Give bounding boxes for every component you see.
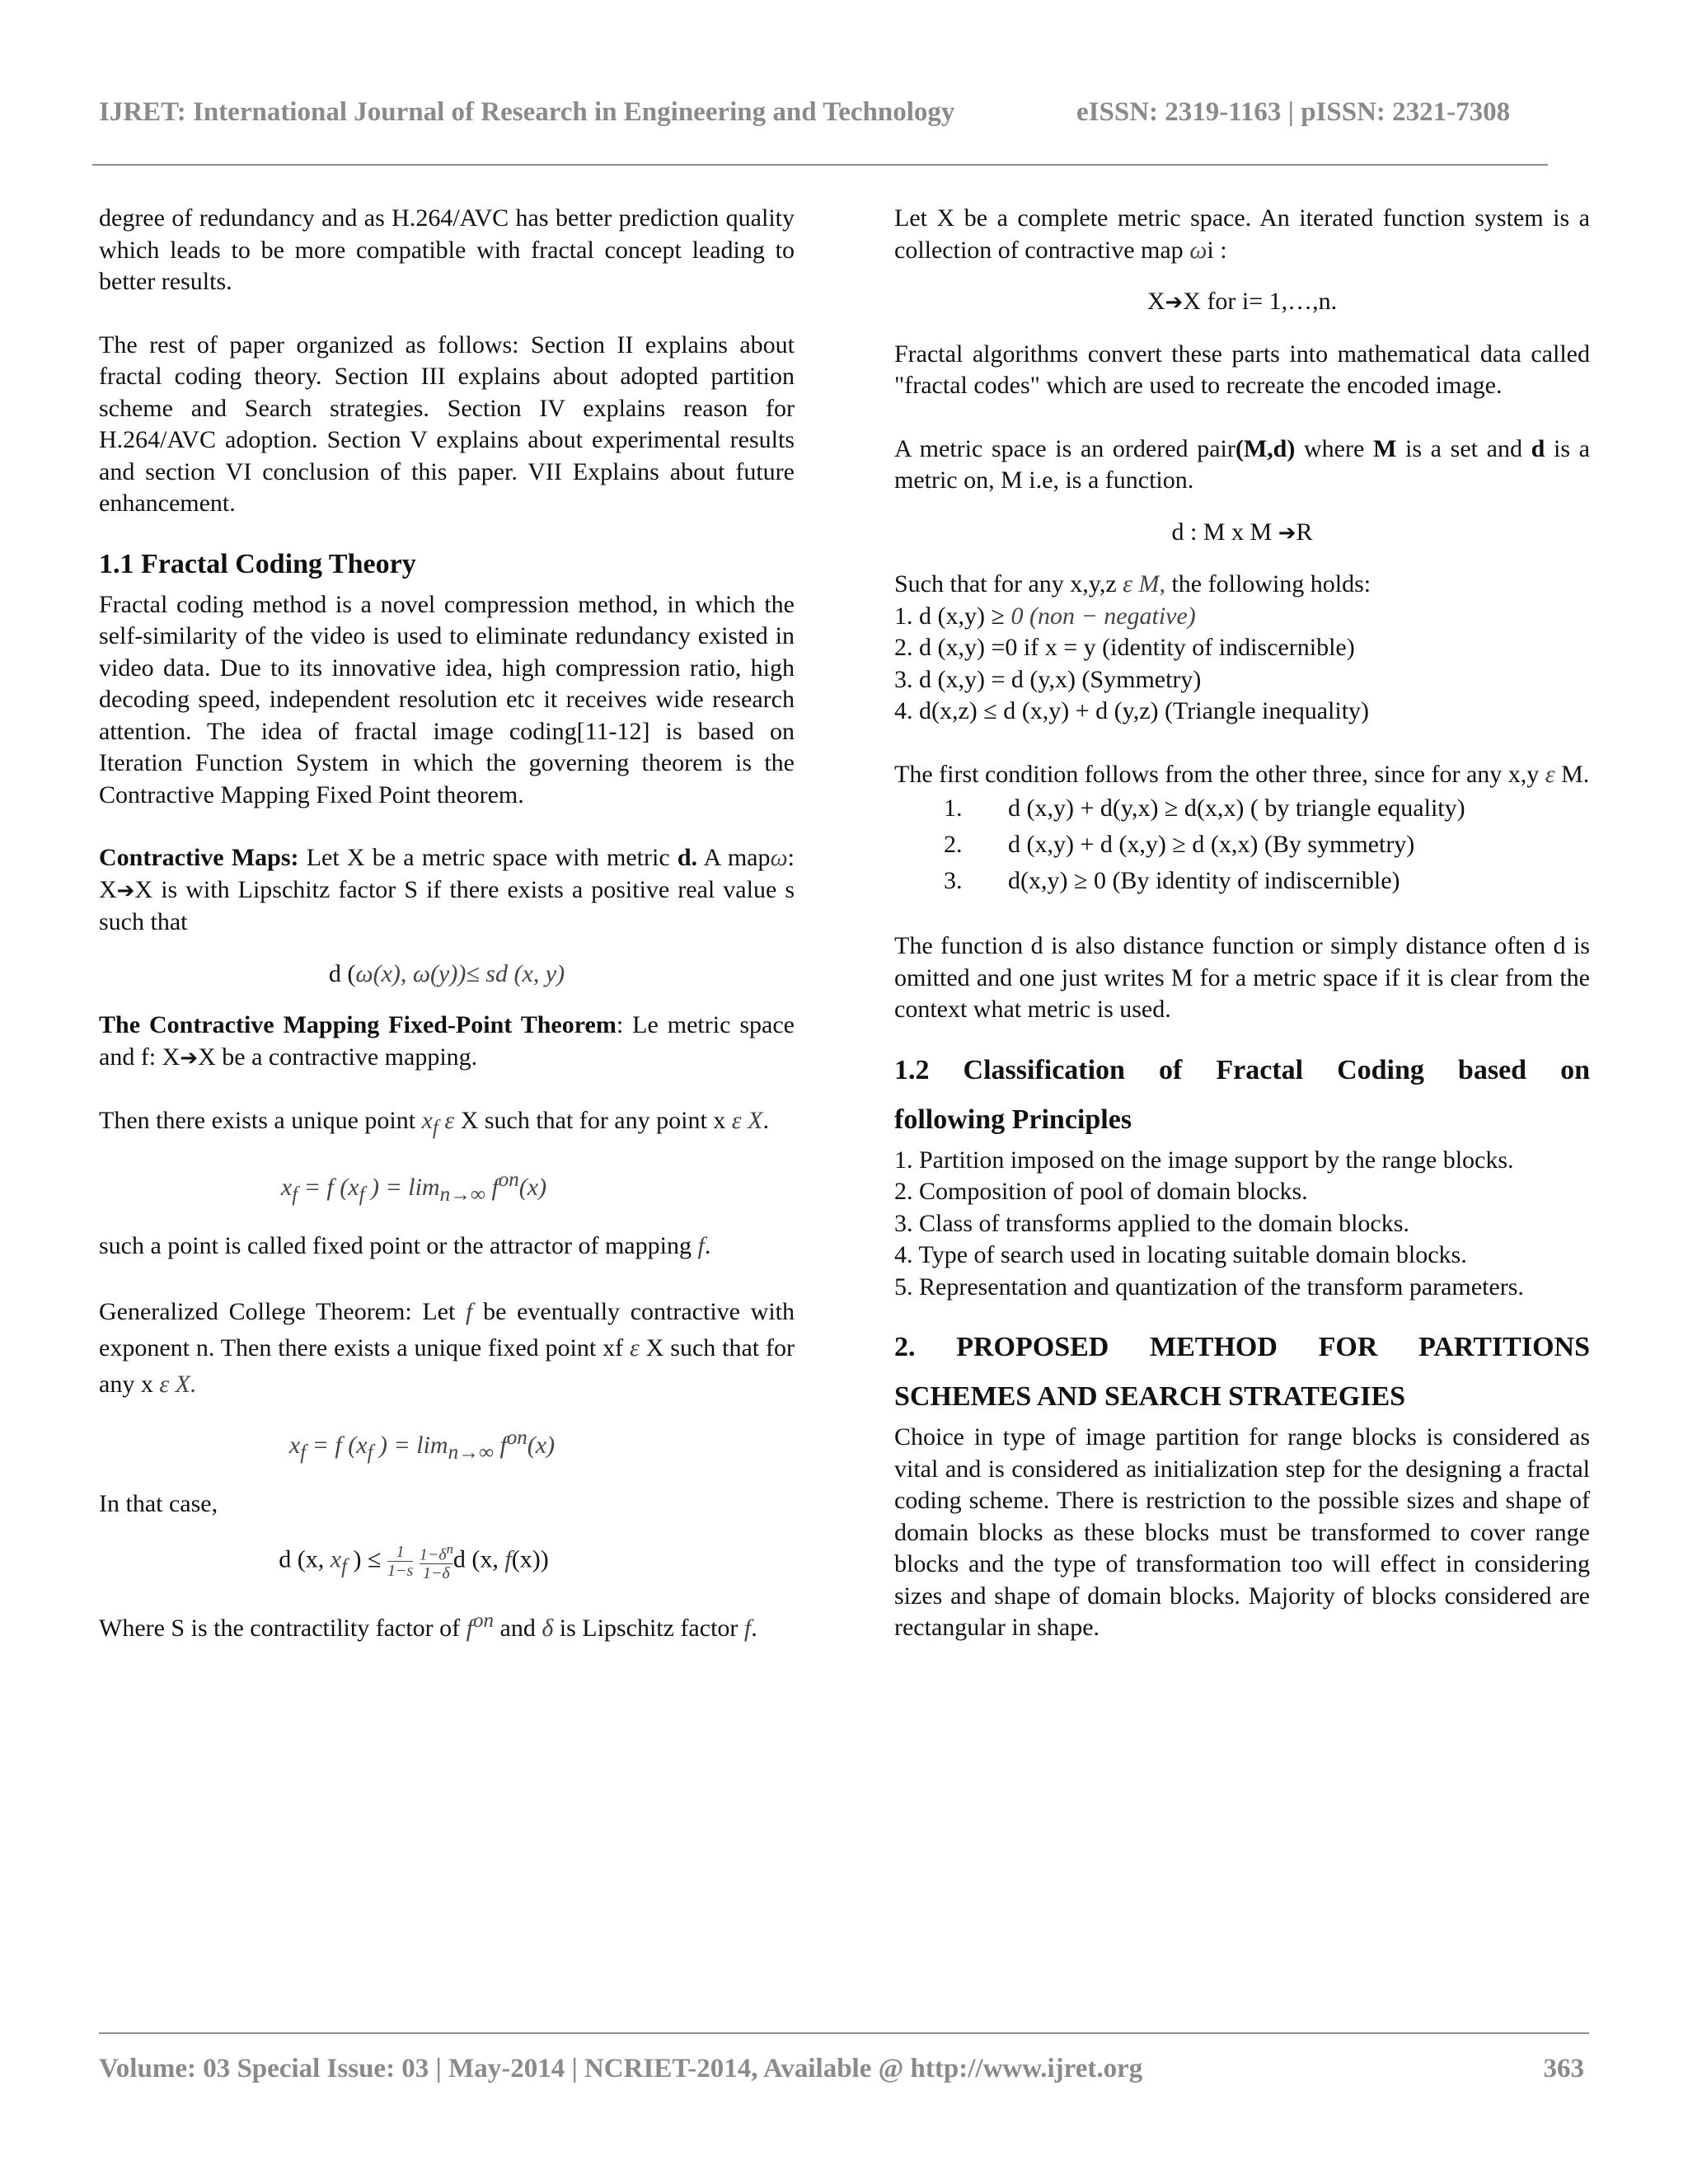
paragraph: Then there exists a unique point $x_f$ ε X such that for any point x ε X. — [99, 1107, 769, 1139]
arrow-icon: ➔ — [180, 1045, 199, 1071]
numbered-list — [894, 790, 1590, 899]
arrow-icon: ➔ — [1278, 520, 1296, 546]
paragraph: Fractal algorithms convert these parts into mathematical data called "fractal codes" which are used to recreate the encoded image. — [894, 340, 1590, 399]
paragraph: Where S is the contractility factor of $f^{on}$ and δ is Lipschitz factor f. — [99, 1609, 757, 1642]
page-number: 363 — [1543, 2054, 1584, 2083]
list-item: 1. d (x,y) + d(y,x) ≥ d(x,x) ( by triangle equality) — [944, 794, 1465, 822]
paragraph: degree of redundancy and as H.264/AVC has better prediction quality which leads to be more compatible with fractal concept leading to better results. — [99, 204, 795, 295]
equation: d (x, $x_f$ ) ≤ $\frac{1}{1-s}$ $\frac{1-\delta^n}{1-\delta}$ d (x, f(x)) — [279, 1540, 549, 1583]
section-heading: SCHEMES AND SEARCH STRATEGIES — [894, 1381, 1406, 1412]
section-heading: 1.2 Classification of Fractal Coding based on — [894, 1054, 1590, 1085]
arrow-icon: ➔ — [1165, 290, 1184, 315]
term: Contractive Maps: — [99, 844, 299, 871]
equation: X➔X for i= 1,…,n. — [1146, 288, 1338, 315]
paragraph: Generalized College Theorem: Let f be eventually contractive with exponent n. Then there exists a unique fixed point xf ε X such that for any x ε X. — [99, 1297, 795, 1398]
paragraph: The first condition follows from the other three, since for any x,y ε M. — [894, 760, 1590, 788]
equation: d : M x M ➔R — [1171, 518, 1313, 546]
left-column — [99, 203, 795, 1647]
running-footer — [99, 2054, 1584, 2084]
list-item: 2. d (x,y) =0 if x = y (identity of indiscernible) — [894, 634, 1355, 661]
paragraph-theorem: The Contractive Mapping Fixed-Point Theorem: Le metric space and f: X➔X be a contractive mapping. — [99, 1011, 795, 1071]
list-item: 1. d (x,y) ≥ 0 (non − negative) — [894, 602, 1196, 630]
list-item: 5. Representation and quantization of the transform parameters. — [894, 1272, 1524, 1301]
running-header — [99, 97, 1550, 128]
paragraph: The rest of paper organized as follows: Section II explains about fractal coding theory. Section III explains about adopted partition scheme and Search strategies. Section IV explains reason for H.264/AVC adoption. Section V explains about experimental results and section VI conclusion of this paper. VII Explains about future enhancement. — [99, 330, 795, 517]
paragraph: Choice in type of image partition for range blocks is considered as vital and is considered as initialization step for the designing a fractal coding scheme. There is restriction to the possible sizes and shape of domain blocks as these blocks must be transformed to cover range blocks and the type of transformation too will effect in considering sizes and shape of domain blocks. Majority of blocks considered are rectangular in shape. — [894, 1423, 1590, 1641]
section-heading: 1.1 Fractal Coding Theory — [99, 548, 416, 579]
term: The Contractive Mapping Fixed-Point Theorem — [99, 1011, 617, 1038]
list-item: 2. d (x,y) + d (x,y) ≥ d (x,x) (By symmetry) — [944, 831, 1415, 858]
paragraph: The function d is also distance function or simply distance often d is omitted and one just writes M for a metric space if it is clear from the context what metric is used. — [894, 932, 1590, 1023]
right-column — [894, 203, 1590, 1644]
list-item: 4. d(x,z) ≤ d (x,y) + d (y,z) (Triangle inequality) — [894, 697, 1370, 724]
paragraph: Fractal coding method is a novel compression method, in which the self-similarity of the video is used to eliminate redundancy existed in video data. Due to its innovative idea, high compression ratio, high decoding speed, independent resolution etc it receives wide research attention. The idea of fractal image coding[11-12] is based on Iteration Function System in which the governing theorem is the Contractive Mapping Fixed Point theorem. — [99, 590, 795, 808]
equation: $x_f = f$ ($x_f$ ) = $\lim_{n\to\infty} f^{on}(x)$ — [288, 1426, 556, 1464]
list-item: 3. d (x,y) = d (y,x) (Symmetry) — [894, 665, 1202, 693]
footer-text: Volume: 03 Special Issue: 03 | May-2014 | NCRIET-2014, Available @ http://www.ijret.org — [99, 2054, 1143, 2083]
footer-rule — [99, 2032, 1589, 2034]
journal-issn: eISSN: 2319-1163 | pISSN: 2321-7308 — [1076, 97, 1511, 127]
equation: d (ω(x), ω(y))≤ sd (x, y) — [328, 959, 565, 987]
list-item: 3. d(x,y) ≥ 0 (By identity of indiscernible) — [944, 867, 1400, 894]
paragraph: Let X be a complete metric space. An iterated function system is a collection of contractive map ωi : — [894, 204, 1590, 264]
paragraph: Such that for any x,y,z ε M, the following holds: — [894, 570, 1372, 598]
equation: $x_f = f$ ($x_f$ ) = $\lim_{n\to\infty} f^{on}(x)$ — [280, 1168, 547, 1206]
journal-title: IJRET: International Journal of Research in Engineering and Technology — [99, 97, 955, 127]
list-item: 4. Type of search used in locating suitable domain blocks. — [894, 1241, 1467, 1268]
paragraph: In that case, — [99, 1490, 218, 1517]
section-heading: 2. PROPOSED METHOD FOR PARTITIONS — [894, 1332, 1590, 1362]
paragraph: such a point is called fixed point or the attractor of mapping f. — [99, 1232, 711, 1259]
list-item: 1. Partition imposed on the image support by the range blocks. — [894, 1146, 1514, 1174]
paragraph-contractive-maps: Contractive Maps: Let X be a metric space with metric d. A mapω: X➔X is with Lipschitz factor S if there exists a positive real value s such that — [99, 844, 795, 935]
header-rule — [92, 164, 1548, 166]
list-item: 2. Composition of pool of domain blocks. — [894, 1178, 1308, 1205]
list-item: 3. Class of transforms applied to the domain blocks. — [894, 1209, 1409, 1237]
paragraph: A metric space is an ordered pair(M,d) where M is a set and d is a metric on, M i.e, is a function. — [894, 434, 1590, 494]
arrow-icon: ➔ — [116, 878, 135, 903]
section-heading: following Principles — [894, 1104, 1132, 1135]
